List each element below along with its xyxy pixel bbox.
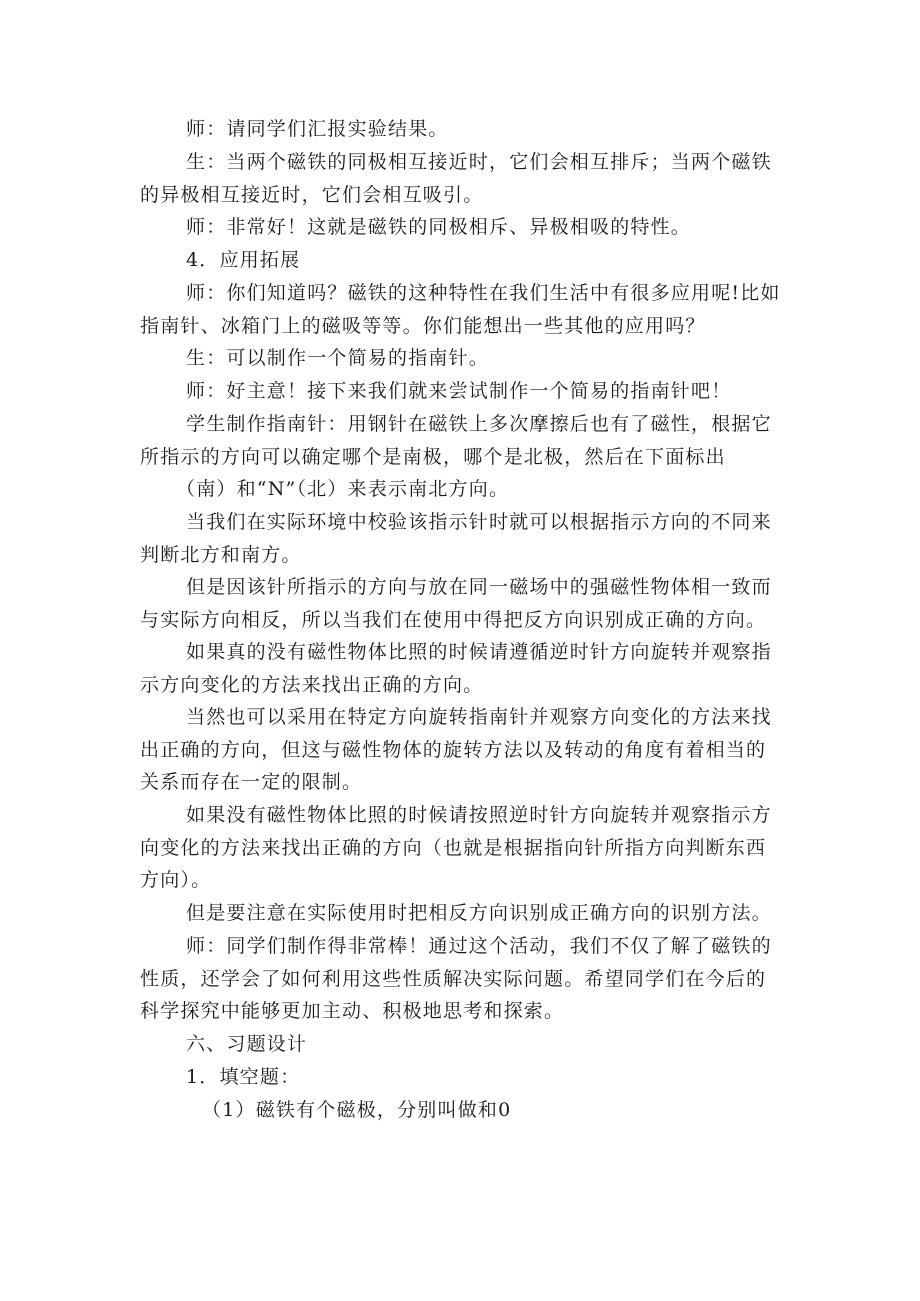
- paragraph-no-magnet: 如果没有磁性物体比照的时候请按照逆时针方向旋转并观察指示方向变化的方法来找出正确的方向（也就是根据指向针所指方向判断东西方向）。: [140, 804, 772, 891]
- paragraph-student-making: 学生制作指南针：用钢针在磁铁上多次摩擦后也有了磁性，根据它所指示的方向可以确定哪个是南极，哪个是北极，然后在下面标出: [140, 413, 772, 468]
- section-heading-exercises: 六、习题设计: [186, 1033, 308, 1055]
- section-heading-application: 4．应用拓展: [186, 249, 301, 271]
- paragraph-rotate-method: 当然也可以采用在特定方向旋转指南针并观察方向变化的方法来找出正确的方向，但这与磁性物体的旋转方法以及转动的角度有着相当的关系而存在一定的限制。: [140, 706, 772, 793]
- paragraph-direction-marks: （南）和“N”（北）来表示南北方向。: [176, 478, 510, 500]
- paragraph-teacher-praise: 师：非常好！这就是磁铁的同极相斥、异极相吸的特性。: [186, 216, 692, 238]
- paragraph-verify: 当我们在实际环境中校验该指示针时就可以根据指示方向的不同来判断北方和南方。: [140, 511, 772, 566]
- paragraph-reverse: 但是因该针所指示的方向与放在同一磁场中的强磁性物体相一致而与实际方向相反，所以当我们在使用中得把反方向识别成正确的方向。: [140, 576, 772, 631]
- paragraph-teacher-idea: 师：好主意！接下来我们就来尝试制作一个简易的指南针吧！: [186, 380, 732, 402]
- paragraph-counterclockwise: 如果真的没有磁性物体比照的时候请遵循逆时针方向旋转并观察指示方向变化的方法来找出正确的方向。: [140, 641, 772, 696]
- paragraph-teacher-summary: 师：同学们制作得非常棒！通过这个活动，我们不仅了解了磁铁的性质，还学会了如何利用这些性质解决实际问题。希望同学们在今后的科学探究中能够更加主动、积极地思考和探索。: [140, 935, 772, 1022]
- exercise-question-1: （1）磁铁有个磁极，分别叫做和0: [202, 1099, 512, 1121]
- paragraph-student-compass: 生：可以制作一个简易的指南针。: [186, 347, 490, 369]
- paragraph-note: 但是要注意在实际使用时把相反方向识别成正确方向的识别方法。: [186, 902, 772, 924]
- paragraph-teacher-report: 师：请同学们汇报实验结果。: [186, 118, 449, 140]
- paragraph-teacher-question: 师：你们知道吗？磁铁的这种特性在我们生活中有很多应用呢!比如指南针、冰箱门上的磁吸等等。你们能想出一些其他的应用吗？: [140, 282, 781, 337]
- exercise-heading-fill-blank: 1．填空题：: [186, 1066, 301, 1088]
- paragraph-student-answer: 生：当两个磁铁的同极相互接近时，它们会相互排斥；当两个磁铁的异极相互接近时，它们会相互吸引。: [140, 151, 772, 206]
